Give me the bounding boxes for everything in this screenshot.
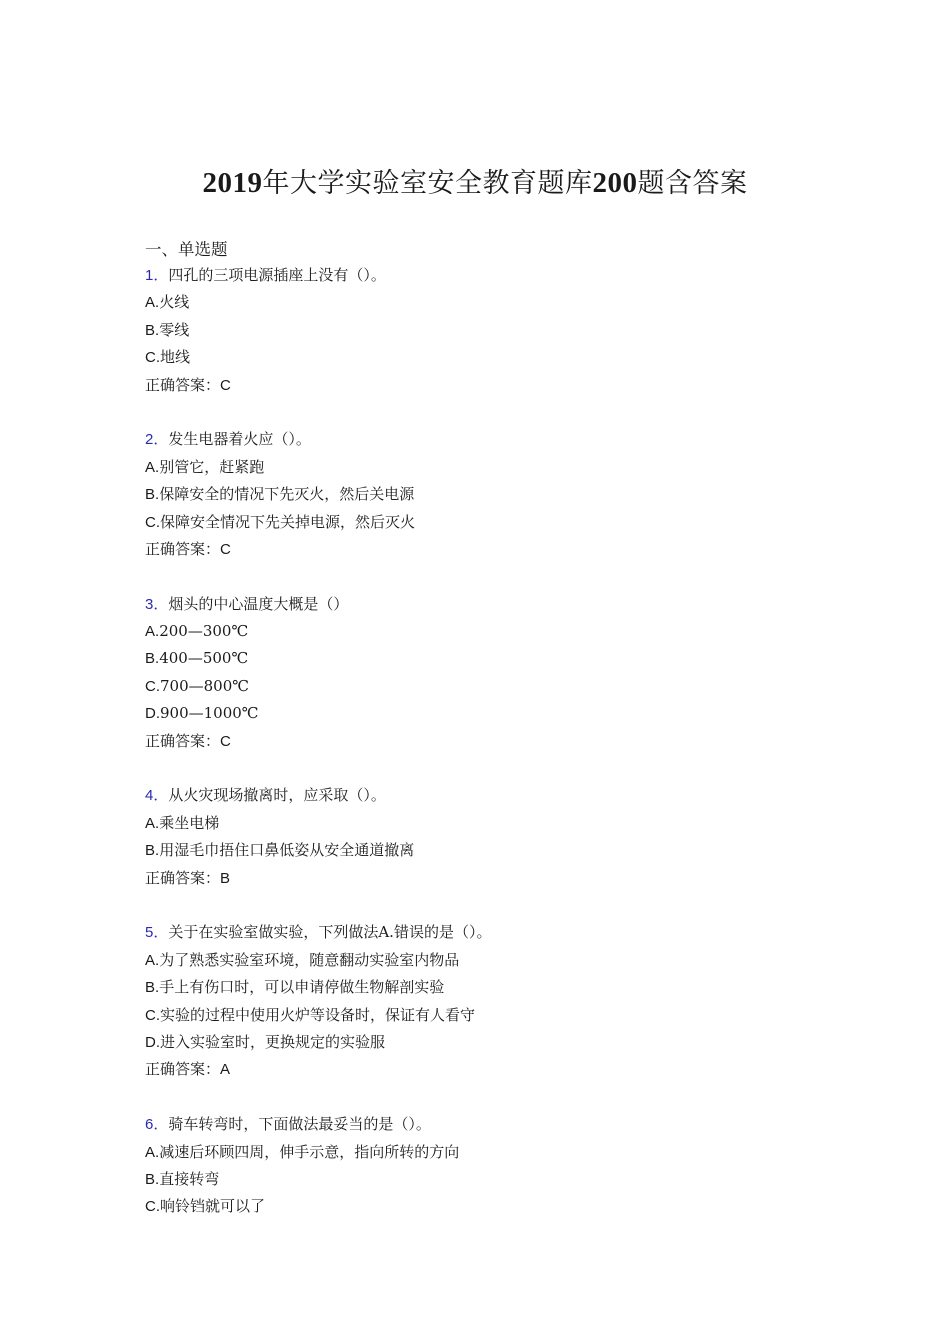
answer-value: C [220, 376, 231, 394]
option-text: 火线 [159, 293, 190, 312]
option-letter: B. [145, 486, 160, 504]
question-stem [145, 919, 845, 946]
option-letter: B. [145, 979, 160, 997]
option-letter: A. [145, 294, 160, 312]
title-text-1: 年大学实验室安全教育题库 [262, 168, 593, 199]
option-text: 减速后环顾四周，伸手示意，指向所转的方向 [159, 1142, 460, 1161]
answer-label: 正确答案： [145, 1060, 221, 1079]
question-text: 四孔的三项电源插座上没有（）。 [168, 266, 386, 284]
answer-option [145, 481, 845, 508]
option-text: 直接转弯 [159, 1169, 220, 1188]
option-text: 保障安全情况下先关掉电源，然后灭火 [160, 512, 416, 531]
option-letter: C. [145, 1198, 160, 1216]
correct-answer [145, 865, 845, 892]
question-number: 3． [145, 595, 169, 613]
question-text: 从火灾现场撤离时，应采取（）。 [168, 786, 386, 805]
answer-value: C [220, 540, 231, 558]
question-number: 1． [145, 267, 169, 284]
option-letter: C. [145, 513, 160, 531]
option-text: 别管它，赶紧跑 [159, 457, 265, 476]
correct-answer [145, 372, 845, 399]
page-title [0, 163, 950, 204]
answer-label: 正确答案： [145, 731, 221, 750]
correct-answer [145, 728, 845, 755]
option-text: 进入实验室时，更换规定的实验服 [160, 1032, 386, 1051]
option-text: 地线 [160, 348, 191, 367]
answer-label: 正确答案： [145, 539, 221, 558]
question-spacer [145, 1084, 845, 1111]
option-letter: D. [145, 705, 160, 723]
option-text: 为了熟悉实验室环境，随意翻动实验室内物品 [159, 950, 460, 969]
answer-option [145, 1193, 845, 1220]
option-text: 200—300℃ [159, 622, 249, 641]
question-number: 4． [145, 787, 169, 805]
section-heading: 一、单选题 [145, 240, 228, 259]
answer-option [145, 837, 845, 864]
option-text: 实验的过程中使用火炉等设备时，保证有人看守 [160, 1005, 476, 1024]
option-letter: B. [145, 650, 160, 668]
answer-label: 正确答案： [145, 375, 221, 394]
answer-option [145, 645, 845, 672]
answer-option [145, 289, 845, 316]
question-list [145, 238, 845, 1221]
question-stem [145, 262, 845, 289]
answer-option [145, 700, 845, 727]
answer-option [145, 1002, 845, 1029]
option-text: 900—1000℃ [160, 704, 259, 723]
option-letter: C. [145, 1006, 160, 1024]
answer-option [145, 509, 845, 536]
option-text: 700—800℃ [160, 676, 250, 695]
title-year: 2019 [202, 167, 263, 199]
answer-option [145, 1166, 845, 1193]
question-spacer [145, 755, 845, 782]
option-text: 乘坐电梯 [159, 813, 220, 832]
option-text: 400—500℃ [159, 649, 249, 668]
answer-option [145, 947, 845, 974]
title-text-2: 题含答案 [637, 168, 748, 199]
answer-value: A [220, 1061, 231, 1079]
answer-value: B [220, 869, 231, 887]
option-letter: C. [145, 349, 160, 367]
option-letter: A. [145, 458, 160, 476]
answer-option [145, 1029, 845, 1056]
question-number: 2． [145, 431, 169, 449]
answer-option [145, 454, 845, 481]
question-spacer [145, 892, 845, 919]
answer-value: C [220, 732, 231, 750]
option-text: 零线 [159, 320, 190, 339]
option-letter: B. [145, 321, 160, 339]
answer-option [145, 1139, 845, 1166]
question-number: 5． [145, 924, 169, 942]
question-text: 发生电器着火应（）。 [168, 430, 311, 449]
option-text: 用湿毛巾捂住口鼻低姿从安全通道撤离 [159, 841, 415, 860]
question-stem [145, 591, 845, 618]
answer-label: 正确答案： [145, 868, 221, 887]
option-text: 手上有伤口时，可以申请停做生物解剖实验 [159, 978, 445, 997]
question-text: 关于在实验室做实验，下列做法A.错误的是（）。 [168, 923, 492, 942]
question-text: 骑车转弯时，下面做法最妥当的是（）。 [168, 1115, 431, 1134]
answer-option [145, 673, 845, 700]
option-text: 响铃铛就可以了 [160, 1197, 266, 1216]
question-spacer [145, 399, 845, 426]
answer-option [145, 618, 845, 645]
option-letter: B. [145, 842, 160, 860]
question-number: 6． [145, 1116, 169, 1134]
option-letter: D. [145, 1033, 160, 1051]
question-text: 烟头的中心温度大概是（） [168, 594, 349, 613]
answer-option [145, 317, 845, 344]
answer-option [145, 974, 845, 1001]
question-stem [145, 426, 845, 453]
option-letter: C. [145, 677, 160, 695]
option-letter: A. [145, 623, 160, 641]
question-stem [145, 1111, 845, 1138]
title-count: 200 [592, 167, 638, 199]
option-text: 保障安全的情况下先灭火，然后关电源 [159, 485, 415, 504]
option-letter: A. [145, 951, 160, 969]
answer-option [145, 344, 845, 371]
correct-answer [145, 536, 845, 563]
option-letter: A. [145, 1143, 160, 1161]
option-letter: B. [145, 1170, 160, 1188]
correct-answer [145, 1056, 845, 1083]
answer-option [145, 810, 845, 837]
question-stem [145, 782, 845, 809]
question-spacer [145, 563, 845, 590]
option-letter: A. [145, 814, 160, 832]
